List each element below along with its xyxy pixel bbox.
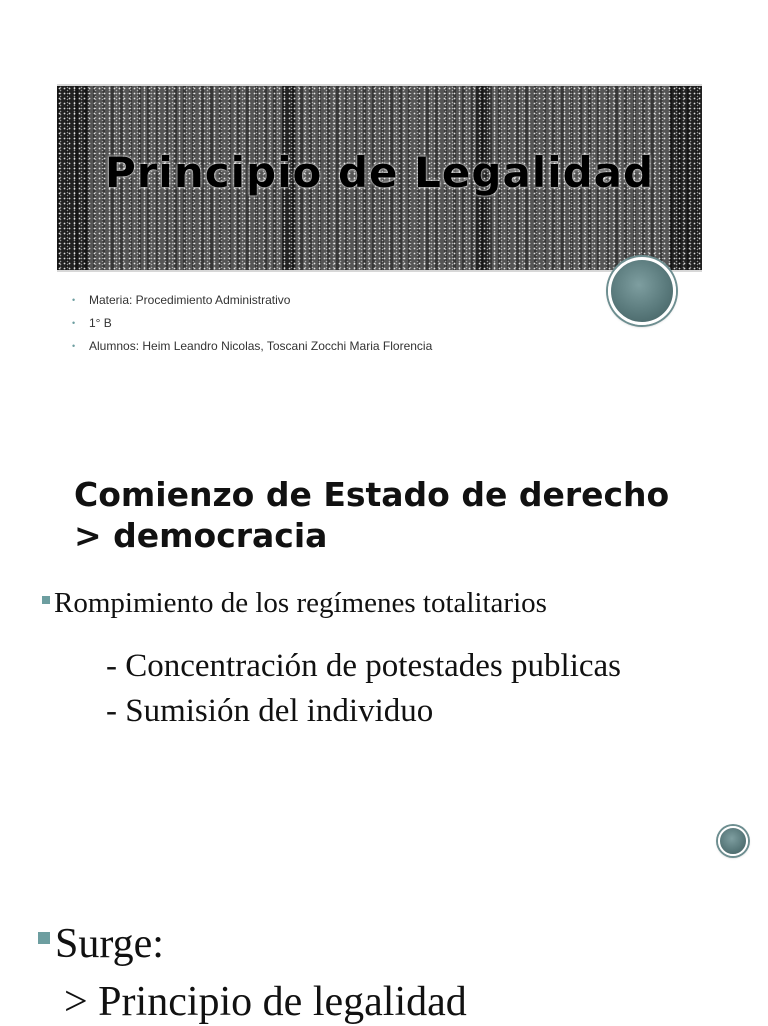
bullet-icon: • [72,294,76,305]
decorative-circle-badge [718,826,748,856]
info-item-text: Materia: Procedimiento Administrativo [89,292,291,307]
main-bullet [42,587,547,620]
square-bullet-icon [38,932,50,944]
info-item [72,334,432,357]
info-item [72,288,432,311]
slide-heading: Comienzo de Estado de derecho > democracia [74,475,670,555]
slide-title: Principio de Legalidad [104,148,655,197]
surge-sub-item: > Principio de legalidad [64,979,467,1025]
sub-item: - Sumisión del individuo [106,693,434,729]
sub-list [106,644,666,734]
info-item-text: 1° B [89,315,112,330]
surge-bullet-text: Surge: [55,921,164,967]
bullet-icon: • [72,340,76,351]
surge-bullet [38,920,164,968]
info-item [72,311,432,334]
sub-item: - Concentración de potestades publicas [106,648,621,684]
info-item-text: Alumnos: Heim Leandro Nicolas, Toscani Zocchi Maria Florencia [89,338,433,353]
info-list [72,288,432,357]
main-bullet-text: Rompimiento de los regímenes totalitarios [54,587,547,619]
square-bullet-icon [42,596,50,604]
decorative-circle-badge [608,257,676,325]
bullet-icon: • [72,317,76,328]
